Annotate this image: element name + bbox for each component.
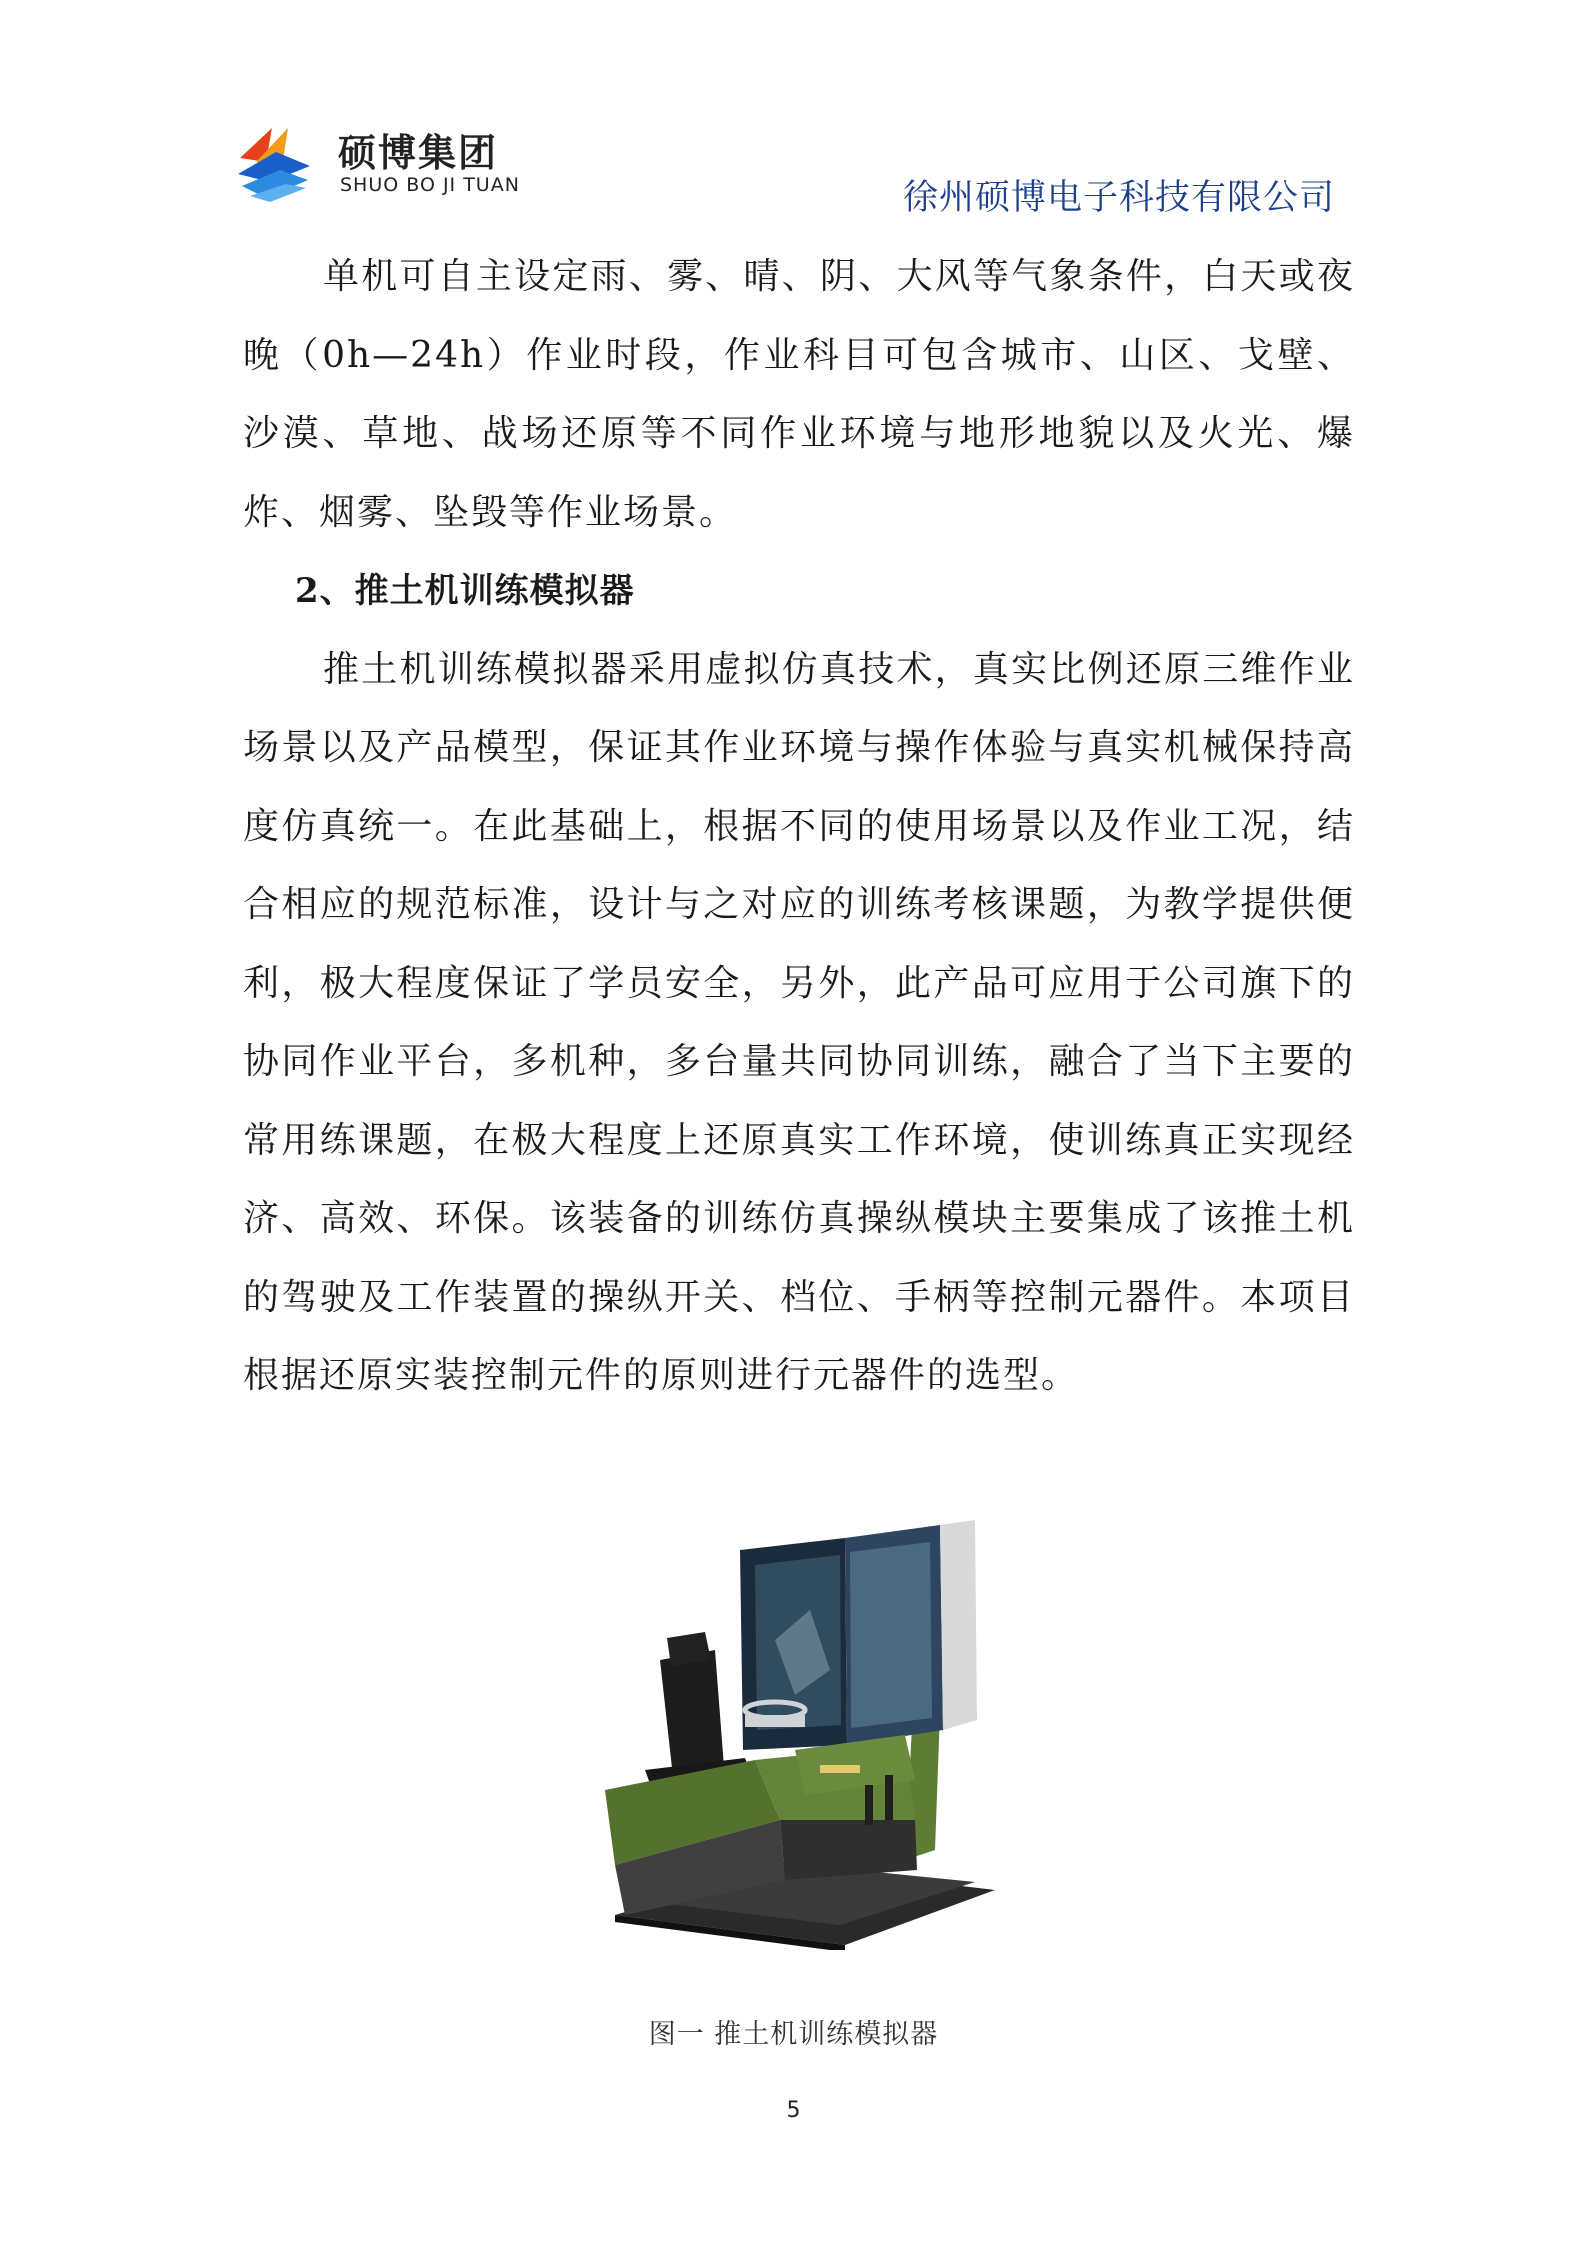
document-body (243, 238, 1355, 1416)
logo-english-name: SHUO BO JI TUAN (340, 174, 520, 196)
section-heading: 2、推土机训练模拟器 (295, 571, 635, 611)
logo-chinese-name: 硕博集团 (338, 131, 499, 175)
paragraph: 单机可自主设定雨、雾、晴、阴、大风等气象条件，白天或夜晚（0h—24h）作业时段，作业科目可包含城市、山区、戈壁、沙漠、草地、战场还原等不同作业环境与地形地貌以及火光、爆炸、烟雾、坠毁等作业场景。 (243, 256, 1355, 533)
bulldozer-simulator-figure (605, 1520, 995, 1950)
figure-caption: 图一 推土机训练模拟器 (648, 2019, 939, 2050)
logo-mark-icon (236, 122, 312, 202)
company-logo (236, 118, 556, 208)
page-number: 5 (786, 2098, 801, 2123)
page-header (0, 0, 1587, 230)
company-name: 徐州硕博电子科技有限公司 (902, 178, 1335, 218)
section-paragraph: 推土机训练模拟器采用虚拟仿真技术，真实比例还原三维作业场景以及产品模型，保证其作业环境与操作体验与真实机械保持高度仿真统一。在此基础上，根据不同的使用场景以及作业工况，结合相应的规范标准，设计与之对应的训练考核课题，为教学提供便利，极大程度保证了学员安全，另外，此产品可应用于公司旗下的协同作业平台，多机种，多台量共同协同训练，融合了当下主要的常用练课题，在极大程度上还原真实工作环境，使训练真正实现经济、高效、环保。该装备的训练仿真操纵模块主要集成了该推土机的驾驶及工作装置的操纵开关、档位、手柄等控制元器件。本项目根据还原实装控制元件的原则进行元器件的选型。 (243, 648, 1355, 1396)
